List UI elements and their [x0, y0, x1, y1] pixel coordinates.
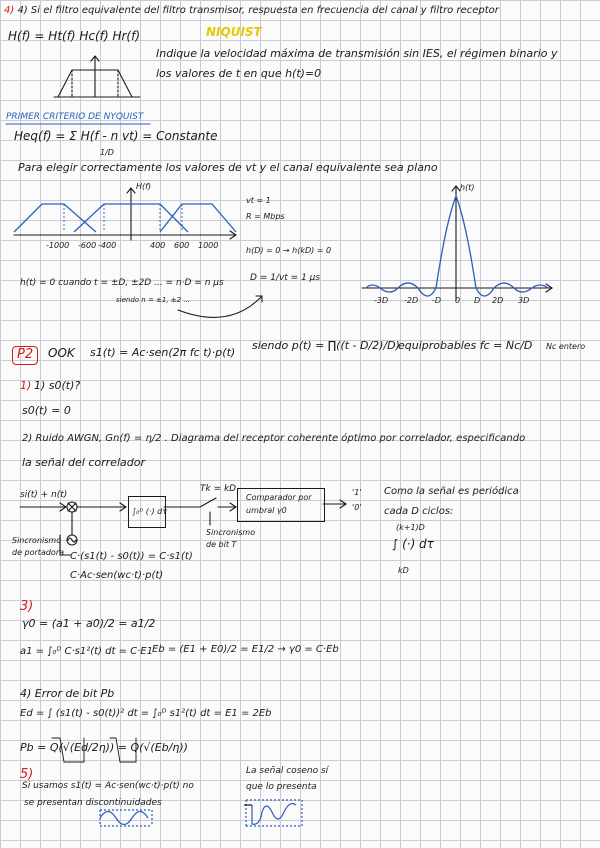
d-arrow-curve: [178, 296, 262, 317]
cosine-note-2: que lo presenta: [246, 782, 317, 792]
a1-equation: a1 = ∫₀ᴰ C·s1²(t) dt = C·E1: [20, 646, 153, 657]
comparator-label-2: umbral γ0: [246, 506, 287, 515]
ht-graph-axis: [362, 284, 552, 292]
equiprobable-note: equiprobables fc = Nc/D: [398, 339, 533, 352]
q3-number: 3): [20, 599, 34, 614]
n-values: siendo n = ±1, ±2 ...: [116, 296, 191, 304]
integrator-label: ∫₀ᴰ (·) dτ: [132, 507, 168, 516]
nyquist-tag: NIQUIST: [206, 25, 262, 39]
sampling-switch: [200, 498, 216, 507]
periodic-note-1: Como la señal es periódica: [384, 486, 519, 497]
q1-text: 1) s0(t)?: [34, 379, 81, 392]
task-line-1: Indique la velocidad máxima de transmisión sin IES, el régimen binario y: [156, 47, 558, 60]
pb-equation: Pb = Q(√(Ed/2η)) = Q(√(Eb/η)): [20, 741, 188, 754]
sinc-curve: [366, 196, 548, 296]
tick-label: -1000: [46, 241, 70, 250]
multiplier-to-integrator: [77, 503, 126, 511]
output-1: '1': [352, 488, 362, 497]
q5-text-2: se presentan discontinuidades: [24, 798, 162, 808]
cosine-note-1: La señal coseno sí: [246, 766, 329, 776]
tick-label: -400: [98, 241, 117, 250]
ht-tick: D: [474, 296, 481, 305]
tick-label: 1000: [198, 241, 219, 250]
vt-note: vt = 1: [246, 196, 271, 205]
ht-tick: 2D: [492, 296, 504, 305]
p4-heading-number: 4): [4, 5, 15, 16]
heq-equation: Heq(f) = Σ H(f - n vt) = Constante: [14, 129, 218, 143]
ht-tick: 3D: [518, 296, 530, 305]
q1-number: 1): [20, 379, 32, 392]
bit-sync-2: de bit T: [206, 540, 237, 549]
carrier-sync-1: Sincronismo: [12, 536, 62, 545]
periodic-note-2: cada D ciclos:: [384, 506, 454, 517]
sqrt-box-2: [110, 738, 136, 762]
p4-heading-text: 4) Si el filtro equivalente del filtro transmisor, respuesta en frecuencia del canal y filtro receptor: [17, 5, 499, 16]
output-0: '0': [352, 503, 362, 512]
q5-text-1: Si usamos s1(t) = Ac·sen(wc·t)·p(t) no: [22, 781, 194, 791]
hf-graph-axis: [14, 231, 236, 239]
ht-tick: -3D: [374, 296, 389, 305]
q2-text: 2) Ruido AWGN, Gn(f) = η/2 . Diagrama del receptor coherente óptimo por correlador, especificando: [22, 433, 526, 444]
ook-label: OOK: [48, 346, 75, 360]
correlator-arrow: [60, 535, 70, 555]
oscillator-sine: [68, 538, 76, 542]
siendo-pulse: siendo p(t) = ∏((t - D/2)/D): [252, 339, 400, 352]
multiplier-cross: [68, 503, 76, 511]
ht-zero-note: h(D) = 0 → h(kD) = 0: [246, 246, 332, 255]
task-line-2: los valores de t en que h(t)=0: [156, 67, 322, 80]
d-equation: D = 1/vt = 1 μs: [250, 273, 321, 283]
sqrt-box-1: [52, 738, 84, 762]
q1-answer: s0(t) = 0: [22, 404, 71, 417]
para-text: Para elegir correctamente los valores de vt y el canal equivalente sea plano: [18, 161, 438, 174]
sampling-time: Tk = kD: [200, 484, 237, 494]
q4-text: 4) Error de bit Pb: [20, 687, 115, 700]
s1-definition: s1(t) = Ac·sen(2π fc t)·p(t): [90, 346, 236, 359]
receiver-input: si(t) + n(t): [20, 490, 68, 500]
q5-number: 5): [20, 767, 34, 782]
nc-note: Nc entero: [546, 342, 586, 351]
ht-tick: 0: [455, 296, 461, 305]
periodic-note-upper: (k+1)D: [396, 523, 425, 532]
ht-tick: -D: [432, 296, 442, 305]
hf-graph-yaxis: [127, 188, 135, 240]
input-wire: [20, 503, 66, 511]
gamma-equation: γ0 = (a1 + a0)/2 = a1/2: [22, 617, 156, 630]
r-note: R = Mbps: [246, 212, 285, 221]
tick-label: 400: [150, 241, 166, 250]
ht-tick: -2D: [404, 296, 419, 305]
periodic-note-integral: ∫ (·) dτ: [392, 537, 434, 551]
periodic-note-lower: kD: [398, 566, 409, 575]
comparator-label-1: Comparador por: [246, 493, 312, 502]
switch-to-comparator: [218, 503, 236, 511]
bit-sync-1: Sincronismo: [206, 528, 256, 537]
p2-tag: P2: [12, 346, 38, 365]
ed-equation: Ed = ∫ (s1(t) - s0(t))² dt = ∫₀ᴰ s1²(t) dt = E1 = 2Eb: [20, 708, 272, 719]
cosine-sketch: [252, 804, 296, 825]
graph-hf-label: H(f): [136, 182, 152, 191]
spectrum-right: [160, 204, 236, 232]
heq-subscript: 1/D: [100, 148, 114, 157]
q2-text-2: la señal del correlador: [22, 456, 145, 469]
correlator-signal-2: C·Ac·sen(wc·t)·p(t): [70, 570, 164, 581]
correlator-signal-1: C·(s1(t) - s0(t)) = C·s1(t): [70, 551, 193, 562]
graph-ht-label: h(t): [460, 183, 475, 192]
tick-label: 600: [174, 241, 190, 250]
tick-label: -600: [78, 241, 97, 250]
sine-sketch: [100, 812, 148, 825]
filter-sketch-vertical: [91, 56, 99, 97]
eb-equation: Eb = (E1 + E0)/2 = E1/2 → γ0 = C·Eb: [152, 644, 339, 655]
carrier-sync-2: de portadora: [12, 548, 65, 557]
nyquist-criterion: PRIMER CRITERIO DE NYQUIST: [6, 112, 144, 122]
hf-equation: H(f) = Ht(f) Hc(f) Hr(f): [8, 29, 140, 43]
comparator-out: [323, 500, 346, 508]
spectrum-left: [14, 204, 96, 232]
ht-condition: h(t) = 0 cuando t = ±D, ±2D ... = n·D = n μs: [20, 278, 224, 288]
